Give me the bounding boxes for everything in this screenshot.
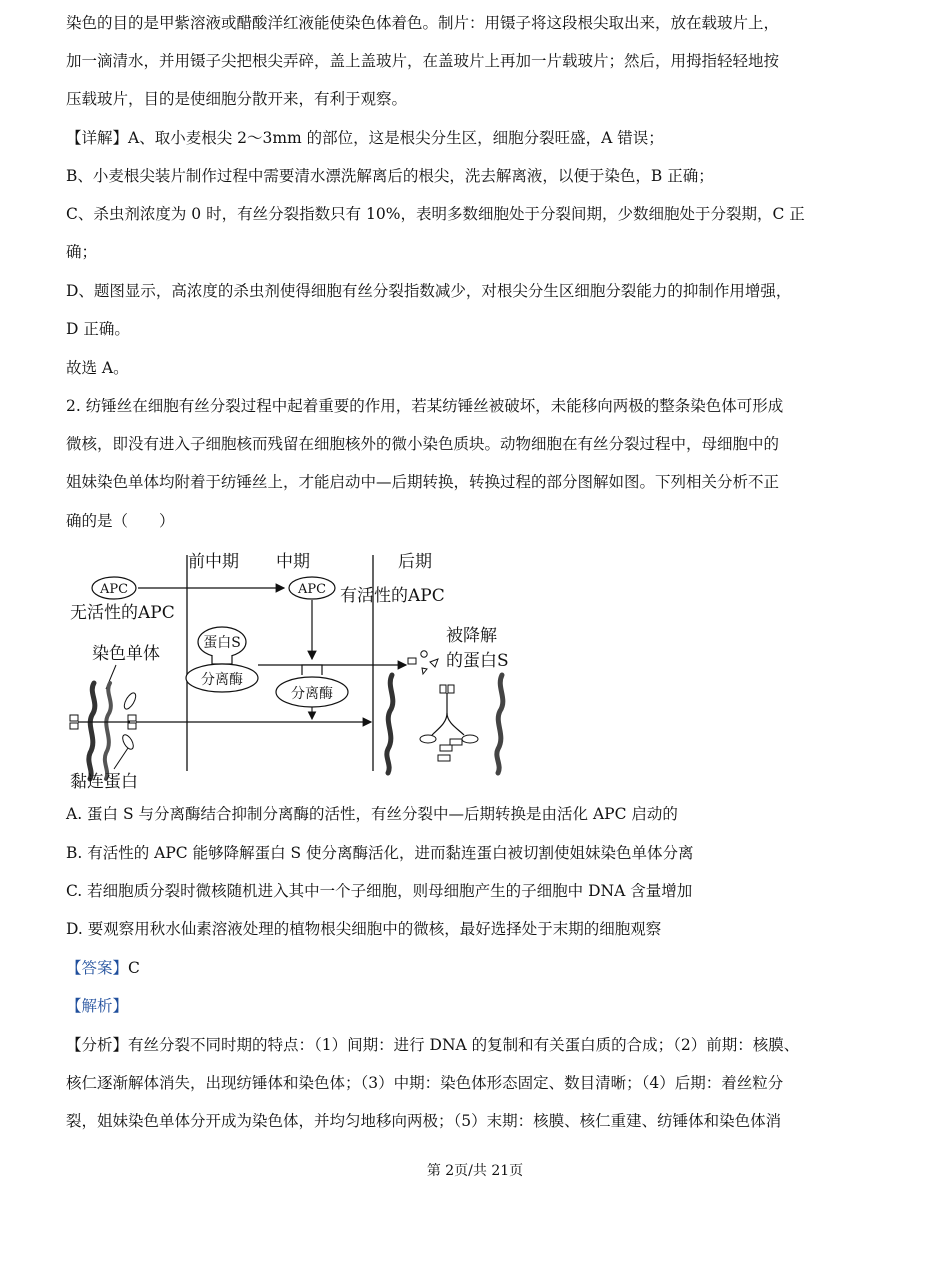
cohesin-ring-1 (122, 691, 138, 711)
label-separase-free: 分离酶 (291, 686, 333, 702)
detail-conclusion: 故选 A。 (66, 359, 129, 377)
analysis-tag: 【解析】 (66, 997, 129, 1015)
label-inactive-apc: 无活性的APC (70, 603, 175, 623)
cleaved-ring-2 (462, 735, 478, 743)
option-b: B. 有活性的 APC 能够降解蛋白 S 使分离酶活化，进而黏连蛋白被切割使姐妹染色单体分离 (66, 844, 694, 862)
option-a: A. 蛋白 S 与分离酶结合抑制分离酶的活性，有丝分裂中—后期转换是由活化 APC 启动的 (66, 805, 678, 823)
analysis-line-2: 核仁逐渐解体消失，出现纺锤体和染色体；（3）中期：染色体形态固定、数目清晰；（4）后期：着丝粒分 (66, 1074, 784, 1092)
cleaved-cohesin-base-1 (440, 745, 452, 751)
question-line-2: 微核，即没有进入子细胞核而残留在细胞核外的微小染色质块。动物细胞在有丝分裂过程中，母细胞中的 (66, 435, 780, 453)
label-prometaphase: 前中期 (188, 552, 239, 572)
question-line-1: 2. 纺锤丝在细胞有丝分裂过程中起着重要的作用，若某纺锤丝被破坏，未能移向两极的整条染色体可形成 (66, 397, 784, 415)
protein-s-stem (212, 655, 232, 664)
option-d: D. 要观察用秋水仙素溶液处理的植物根尖细胞中的微核，最好选择处于末期的细胞观察 (66, 920, 662, 938)
detail-line-a (66, 127, 866, 149)
mitosis-apc-diagram (66, 543, 536, 793)
answer-value: C (128, 959, 140, 977)
cleaved-cohesin-base-2 (450, 739, 462, 745)
cleaved-cohesin-base-3 (438, 755, 450, 761)
detail-line-c: C、杀虫剂浓度为 0 时，有丝分裂指数只有 10%，表明多数细胞处于分裂间期，少数细胞处于分裂期，C 正 (66, 205, 805, 223)
cleaved-ring-1 (420, 735, 436, 743)
chromosome-anaphase-left (387, 675, 393, 773)
answer-tag: 【答案】 (66, 959, 129, 977)
chromatid-left (89, 683, 95, 779)
inactive-apc-abbr: APC (99, 582, 129, 597)
label-degraded-1: 被降解 (446, 626, 497, 646)
label-anaphase: 后期 (398, 552, 432, 572)
label-protein-s: 蛋白S (203, 635, 241, 651)
label-active-apc: 有活性的APC (340, 586, 445, 606)
label-sister-chromatid: 染色单体 (92, 644, 160, 664)
option-c: C. 若细胞质分裂时微核随机进入其中一个子细胞，则母细胞产生的子细胞中 DNA 含量增加 (66, 882, 693, 900)
detail-tag: 【详解】 (66, 129, 129, 147)
analysis-line-1 (66, 1034, 866, 1056)
label-metaphase: 中期 (276, 552, 310, 572)
question-line-4: 确的是（ ） (66, 512, 175, 530)
cohesin-box-3 (128, 715, 136, 721)
analysis-text-1: 有丝分裂不同时期的特点：（1）间期：进行 DNA 的复制和有关蛋白质的合成；（2）前期：核膜、 (128, 1036, 800, 1054)
detail-text-a: A、取小麦根尖 2～3mm 的部位，这是根尖分生区，细胞分裂旺盛，A 错误； (128, 129, 664, 147)
question-line-3: 姐妹染色单体均附着于纺锤丝上，才能启动中—后期转换，转换过程的部分图解如图。下列相关分析不正 (66, 473, 780, 491)
chromosome-anaphase-right (497, 675, 503, 773)
fragment-circle (421, 651, 427, 657)
detail-line-d-cont: D 正确。 (66, 320, 130, 338)
active-apc-abbr: APC (297, 582, 327, 597)
cohesin-box-2 (70, 723, 78, 729)
analysis-line-3: 裂，姐妹染色单体分开成为染色体，并均匀地移向两极；（5）末期：核膜、核仁重建、纺锤体和染色体消 (66, 1112, 782, 1130)
cleaved-cohesin-top-1 (440, 685, 446, 693)
intro-line-2: 加一滴清水，并用镊子尖把根尖弄碎，盖上盖玻片，在盖玻片上再加一片载玻片；然后，用拇指轻轻地按 (66, 52, 780, 70)
diagram-svg (66, 543, 536, 793)
fragment-small (422, 668, 427, 674)
intro-line-1: 染色的目的是甲紫溶液或醋酸洋红液能使染色体着色。制片：用镊子将这段根尖取出来，放在载玻片上， (66, 14, 780, 32)
separase-notch (302, 665, 322, 675)
page-footer: 第 2页/共 21页 (426, 1163, 524, 1179)
detail-line-c-cont: 确； (66, 243, 98, 261)
cleaved-cohesin-top-2 (448, 685, 454, 693)
answer-line (66, 957, 866, 979)
cohesin-box-4 (128, 723, 136, 729)
cleaved-cohesin-arm-right (447, 713, 464, 735)
label-degraded-2: 的蛋白S (446, 651, 509, 671)
label-cohesin: 黏连蛋白 (70, 772, 138, 792)
chromatid-right (105, 683, 111, 779)
intro-line-3: 压载玻片，目的是使细胞分散开来，有利于观察。 (66, 90, 408, 108)
cohesin-box-1 (70, 715, 78, 721)
detail-line-b: B、小麦根尖装片制作过程中需要清水漂洗解离后的根尖，洗去解离液，以便于染色，B 正确； (66, 167, 714, 185)
analysis-sub-tag: 【分析】 (66, 1036, 129, 1054)
pointer-cohesin (114, 748, 128, 769)
cleaved-cohesin-arm-left (432, 693, 447, 735)
fragment-square (408, 658, 416, 664)
fragment-triangle (430, 659, 438, 667)
detail-line-d: D、题图显示，高浓度的杀虫剂使得细胞有丝分裂指数减少，对根尖分生区细胞分裂能力的抑制作用增强， (66, 282, 792, 300)
label-separase-bound: 分离酶 (201, 672, 243, 688)
